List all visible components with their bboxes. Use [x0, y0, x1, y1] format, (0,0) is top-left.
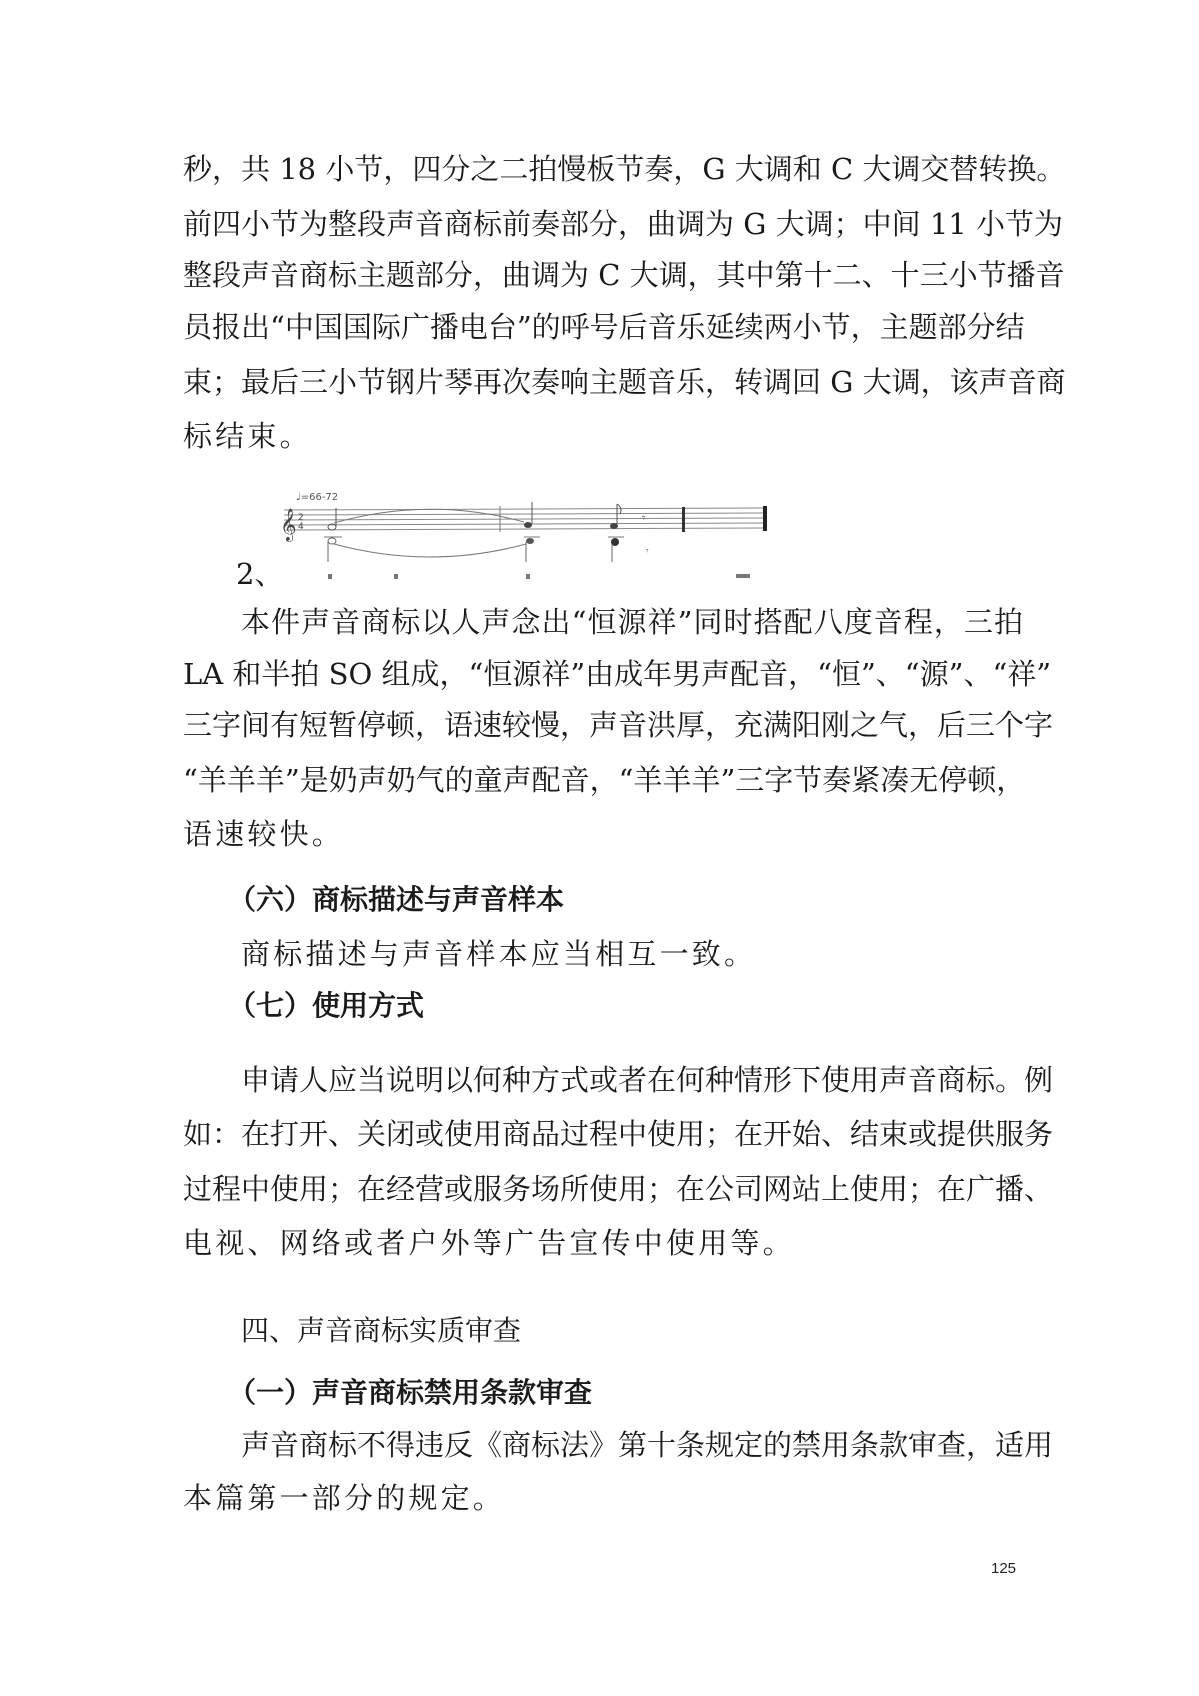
text-line: 声音商标不得违反《商标法》第十条规定的禁用条款审查，适用: [241, 1428, 1054, 1462]
text-line: 束；最后三小节钢片琴再次奏响主题音乐，转调回 G 大调，该声音商: [183, 365, 1066, 399]
tempo-marking: ♩=66-72: [296, 492, 339, 503]
svg-text:2: 2: [298, 513, 304, 523]
text-line: 本篇第一部分的规定。: [183, 1481, 506, 1515]
text-line: LA 和半拍 SO 组成，“恒源祥”由成年男声配音，“恒”、“源”、“祥”: [183, 657, 1052, 691]
text-line: 电视、网络或者户外等广告宣传中使用等。: [183, 1226, 795, 1260]
svg-text:4: 4: [298, 522, 304, 532]
text-line: 三字间有短暂停顿，语速较慢，声音洪厚，充满阳刚之气，后三个字: [183, 708, 1054, 742]
text-line: 如：在打开、关闭或使用商品过程中使用；在开始、结束或提供服务: [183, 1117, 1054, 1151]
music-staff-icon: [270, 478, 780, 588]
section-heading: （一）声音商标禁用条款审查: [228, 1376, 593, 1409]
text-line: 申请人应当说明以何种方式或者在何种情形下使用声音商标。例: [241, 1063, 1054, 1097]
text-line: 整段声音商标主题部分，曲调为 C 大调，其中第十二、十三小节播音: [183, 258, 1065, 292]
treble-clef-icon: 𝄞: [280, 508, 297, 541]
section-heading: （七）使用方式: [228, 989, 425, 1022]
section-heading: （六）商标描述与声音样本: [228, 883, 565, 916]
text-line: 前四小节为整段声音商标前奏部分，曲调为 G 大调；中间 11 小节为: [183, 207, 1063, 241]
text-line: 语速较快。: [183, 817, 345, 851]
text-line: “羊羊羊”是奶声奶气的童声配音，“羊羊羊”三字节奏紧凑无停顿，: [183, 763, 1026, 797]
text-line: 过程中使用；在经营或服务场所使用；在公司网站上使用；在广播、: [183, 1172, 1054, 1206]
page-number: 125: [991, 1560, 1017, 1577]
text-line: 员报出“中国国际广播电台”的呼号后音乐延续两小节，主题部分结: [183, 310, 1025, 344]
svg-text:𝄾: 𝄾: [646, 546, 649, 557]
chapter-heading: 四、声音商标实质审查: [241, 1314, 522, 1347]
text-line: 标结束。: [183, 419, 312, 453]
svg-text:𝄾: 𝄾: [642, 511, 646, 525]
example-number: 2、: [236, 557, 284, 591]
text-line: 秒，共 18 小节，四分之二拍慢板节奏，G 大调和 C 大调交替转换。: [183, 152, 1066, 186]
text-line: 本件声音商标以人声念出“恒源祥”同时搭配八度音程，三拍: [241, 605, 1023, 639]
text-line: 商标描述与声音样本应当相互一致。: [241, 937, 757, 971]
